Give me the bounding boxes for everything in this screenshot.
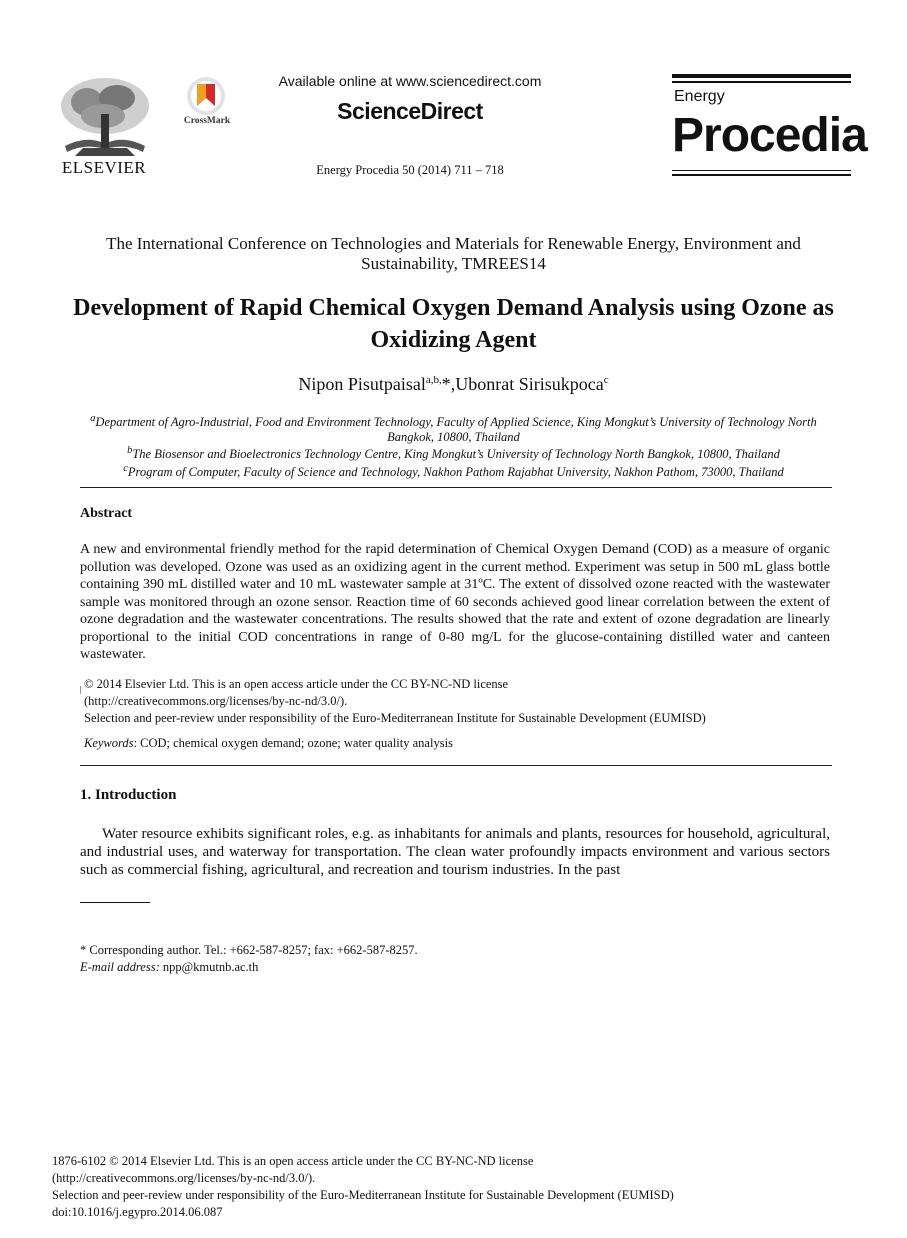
crossmark-label: CrossMark <box>183 116 231 126</box>
article-footer <box>52 1153 852 1221</box>
journal-logo-rule <box>672 81 851 83</box>
affiliations <box>70 412 837 479</box>
journal-logo-line1: Energy <box>674 88 725 105</box>
affiliation-item <box>70 412 837 444</box>
keywords <box>84 736 830 751</box>
journal-logo-rule <box>672 74 851 78</box>
crossmark-icon[interactable] <box>180 76 232 136</box>
peer-review-line: Selection and peer-review under responsibility of the Euro-Mediterranean Institute for Sustainable Development (EUMISD) <box>52 1188 674 1202</box>
author-name: Ubonrat Sirisukpoca <box>455 374 604 394</box>
journal-logo-line2: Procedia <box>672 109 867 162</box>
doi-link[interactable]: doi:10.1016/j.egypro.2014.06.087 <box>52 1205 223 1219</box>
email-label: E-mail address: <box>80 960 160 974</box>
affiliation-marks: a,b, <box>425 374 442 386</box>
affiliation-text: The Biosensor and Bioelectronics Technology Centre, King Mongkut’s University of Technology North Bangkok, 10800, Thailand <box>132 447 780 462</box>
peer-review-line: Selection and peer-review under responsibility of the Euro-Mediterranean Institute for Sustainable Development (EUMISD) <box>84 711 706 725</box>
abstract-heading: Abstract <box>80 506 133 521</box>
affiliation-text: Program of Computer, Faculty of Science and Technology, Nakhon Pathom Rajabhat University, Nakhon Pathom, 73000, Thailand <box>127 464 784 479</box>
license-statement <box>84 676 830 727</box>
keywords-list: : COD; chemical oxygen demand; ozone; water quality analysis <box>133 736 453 750</box>
section-divider <box>80 487 832 488</box>
section-divider <box>80 765 832 766</box>
license-link[interactable]: (http://creativecommons.org/licenses/by-nc-nd/3.0/). <box>52 1171 316 1185</box>
corresponding-author-note: * Corresponding author. Tel.: +662-587-8257; fax: +662-587-8257. <box>80 943 418 957</box>
journal-reference: Energy Procedia 50 (2014) 711 – 718 <box>316 163 504 177</box>
affiliation-mark: b <box>127 445 133 457</box>
email-address[interactable]: npp@kmutnb.ac.th <box>159 960 259 974</box>
author-separator: , <box>450 374 456 394</box>
conference-name: The International Conference on Technologies and Materials for Renewable Energy, Environment and Sustainability, TMREES14 <box>106 234 801 273</box>
affiliation-item <box>70 444 837 462</box>
abstract-body: A new and environmental friendly method for the rapid determination of Chemical Oxygen Demand (COD) as a measure of organic pollution was developed. Ozone was used as an oxidizing agent in the current method. Experiment was setup in 500 mL glass bottle containing 390 mL distilled water and 10 mL wastewater sample at 31ºC. The extent of dissolved ozone reacted with the wastewater sample was monitored through an ozone sensor. Reaction time of 60 seconds achieved good linear correlation between the extent of ozone degradation and the wastewater concentrations. The results showed that the rate and extent of ozone degradation are linearly proportional to the initial COD concentrations in range of 0-80 mg/L for the glucose-containing distilled water and canteen wastewater. <box>80 542 830 662</box>
issn-license-line: 1876-6102 © 2014 Elsevier Ltd. This is an open access article under the CC BY-NC-ND license <box>52 1154 534 1168</box>
affiliation-item <box>70 462 837 480</box>
affiliation-text: Department of Agro-Industrial, Food and Environment Technology, Faculty of Applied Science, King Mongkut’s University of Technology North Bangkok, 10800, Thailand <box>95 415 817 444</box>
elsevier-wordmark: ELSEVIER <box>61 158 147 177</box>
affiliation-mark: c <box>123 462 128 474</box>
license-line: © 2014 Elsevier Ltd. This is an open access article under the CC BY-NC-ND license <box>84 677 509 691</box>
affiliation-mark: a <box>90 413 96 424</box>
available-online-text: Available online at www.sciencedirect.com <box>278 73 542 89</box>
keywords-label: Keywords <box>84 736 134 750</box>
journal-logo-rule <box>672 170 851 171</box>
footnote-rule <box>80 902 150 903</box>
email-note <box>80 959 830 976</box>
journal-logo-rule <box>672 174 851 176</box>
author-name: Nipon Pisutpaisal <box>298 374 426 394</box>
sciencedirect-brand: ScienceDirect <box>337 98 483 124</box>
affiliation-marks: c <box>603 374 609 386</box>
license-link[interactable]: (http://creativecommons.org/licenses/by-nc-nd/3.0/). <box>84 694 348 708</box>
corresponding-star[interactable]: * <box>441 374 451 394</box>
paper-title: Development of Rapid Chemical Oxygen Demand Analysis using Ozone as Oxidizing Agent <box>73 295 834 353</box>
margin-mark <box>80 686 81 694</box>
introduction-heading: 1. Introduction <box>80 787 177 803</box>
footnotes <box>80 942 830 976</box>
author-list <box>70 374 837 395</box>
introduction-body: Water resource exhibits significant roles, e.g. as inhabitants for animals and plants, resources for household, agricultural, and industrial uses, and waterway for transportation. The clean water profoundly impacts environment and various sectors such as commercial fishing, agricultural, and recreation and tourism industries. In the past <box>80 826 830 878</box>
